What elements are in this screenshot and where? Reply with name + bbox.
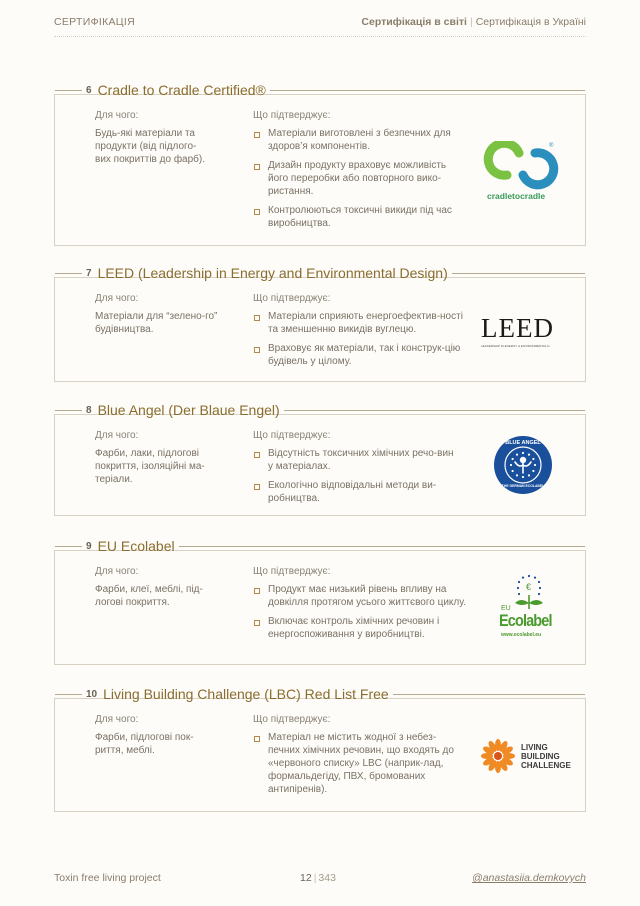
title-rule (55, 90, 82, 91)
living-building-challenge-logo (481, 739, 577, 775)
header-nav (361, 16, 586, 28)
title-rule (179, 546, 585, 547)
nav-separator: | (469, 16, 473, 28)
title-rule (55, 546, 82, 547)
page-number (300, 872, 336, 884)
card-title (55, 685, 585, 703)
confirms-list (253, 447, 458, 505)
list-item: Відсутність токсичних хімічних речо-вин у матеріалах. (253, 447, 458, 473)
c2c-logo-text: cradletocradle (487, 191, 546, 201)
page-separator: | (313, 872, 317, 884)
card-title (55, 537, 585, 555)
for-text: Фарби, клеї, меблі, під-логові покриття. (95, 584, 203, 608)
for-label: Для чого: (95, 430, 139, 441)
title-rule (452, 273, 585, 274)
for-column (95, 292, 235, 336)
for-label: Для чого: (95, 566, 139, 577)
confirms-list (253, 127, 453, 230)
confirms-column (253, 713, 469, 802)
list-item: Матеріал не містить жодної з небез-печних хімічних речовин, що входять до «червоного списку» LBC (наприк-лад, формальдегіду, ПВХ, бромованих антипіренів). (253, 731, 465, 796)
author-handle-link[interactable]: @anastasiia.demkovych (472, 872, 586, 884)
title-rule (55, 694, 82, 695)
nav-ukraine-certification[interactable]: Сертифікація в Україні (475, 16, 586, 28)
card-name: Cradle to Cradle Certified® (97, 82, 266, 98)
for-label: Для чого: (95, 110, 139, 121)
cert-card-leed (54, 265, 586, 382)
lbc-line-living: LIVING (521, 743, 548, 752)
eu-ecolabel-text: Ecolabel (499, 611, 552, 630)
card-name: Living Building Challenge (LBC) Red List Free (103, 686, 389, 702)
title-rule (55, 410, 82, 411)
confirms-list (253, 731, 465, 796)
card-number: 10 (86, 688, 98, 700)
page-total: 343 (318, 872, 336, 884)
list-item: Контролюються токсичні викиди під час виробництва. (253, 204, 453, 230)
card-name: Blue Angel (Der Blaue Engel) (97, 402, 280, 418)
eu-ecolabel-url: www.ecolabel.eu (501, 632, 542, 638)
project-name: Toxin free living project (54, 872, 161, 884)
page-footer (54, 872, 586, 884)
list-item: Матеріали виготовлені з безпечних для здоров’я компонентів. (253, 127, 453, 153)
lbc-line-challenge: CHALLENGE (521, 761, 571, 770)
card-number: 7 (86, 267, 92, 279)
list-item: Враховує як матеріали, так і конструк-цію будівель у цілому. (253, 342, 465, 368)
list-item: Екологічно відповідальні методи ви-робництва. (253, 479, 458, 505)
card-number: 9 (86, 540, 92, 552)
for-text: Фарби, лаки, підлогові покриття, ізоляційні ма-теріали. (95, 448, 205, 485)
card-name: EU Ecolabel (97, 538, 175, 554)
page-current: 12 (300, 872, 312, 884)
card-number: 6 (86, 84, 92, 96)
confirms-label: Що підтверджує: (253, 566, 331, 577)
title-rule (393, 694, 585, 695)
list-item: Матеріали сприяють енергоефектив-ності та зменшенню викидів вуглецю. (253, 310, 465, 336)
header-divider (54, 36, 586, 37)
for-column (95, 429, 235, 486)
list-item: Включає контроль хімічних речовин і енергоспоживання у виробництві. (253, 615, 469, 641)
eu-ecolabel-logo (497, 573, 561, 647)
cradle-to-cradle-logo (483, 141, 559, 203)
cert-card-cradle-to-cradle (54, 82, 586, 246)
section-title: СЕРТИФІКАЦІЯ (54, 16, 135, 28)
for-label: Для чого: (95, 714, 139, 725)
card-title (55, 264, 585, 282)
confirms-column (253, 565, 469, 647)
confirms-list (253, 310, 465, 368)
confirms-list (253, 583, 469, 641)
lbc-line-building: BUILDING (521, 752, 560, 761)
title-rule (284, 410, 585, 411)
cert-card-blue-angel (54, 402, 586, 516)
card-title (55, 401, 585, 419)
for-text: Будь-які матеріали та продукти (від підлого-вих покриттів до фарб). (95, 128, 206, 165)
leed-logo-subtext: LEADERSHIP IN ENERGY & ENVIRONMENTAL D. (481, 344, 551, 348)
card-number: 8 (86, 404, 92, 416)
confirms-label: Що підтверджує: (253, 714, 331, 725)
svg-text:€: € (526, 582, 532, 592)
title-rule (55, 273, 82, 274)
card-name: LEED (Leadership in Energy and Environmental Design) (97, 265, 448, 281)
list-item: Дизайн продукту враховує можливість його переробки або повторного вико-ристання. (253, 159, 453, 198)
eu-ecolabel-eu-text: EU (501, 605, 511, 612)
for-label: Для чого: (95, 293, 139, 304)
confirms-label: Що підтверджує: (253, 293, 331, 304)
confirms-label: Що підтверджує: (253, 110, 331, 121)
confirms-column (253, 292, 469, 374)
nav-world-certification[interactable]: Сертифікація в світі (361, 16, 467, 28)
blue-angel-top-text: BLUE ANGEL (505, 440, 541, 446)
card-title (55, 81, 585, 99)
leed-logo (481, 314, 561, 354)
cert-card-eu-ecolabel (54, 538, 586, 665)
for-column (95, 713, 235, 757)
title-rule (270, 90, 585, 91)
blue-angel-logo (493, 435, 553, 495)
lbc-flower-icon (481, 739, 515, 773)
for-text: Фарби, підлогові пок-риття, меблі. (95, 732, 194, 756)
for-column (95, 565, 235, 609)
confirms-label: Що підтверджує: (253, 430, 331, 441)
lbc-logo-text (521, 743, 571, 770)
page-header (54, 16, 586, 28)
confirms-column (253, 429, 469, 511)
registered-mark: ® (549, 143, 554, 149)
blue-angel-bottom-text: THE GERMAN ECOLABEL (501, 484, 545, 488)
list-item: Продукт має низький рівень впливу на довкілля протягом усього життєвого циклу. (253, 583, 469, 609)
for-text: Матеріали для “зелено-го” будівництва. (95, 311, 218, 335)
confirms-column (253, 109, 469, 236)
leed-logo-text: LEED (481, 313, 554, 343)
cert-card-living-building-challenge (54, 686, 586, 812)
for-column (95, 109, 235, 166)
